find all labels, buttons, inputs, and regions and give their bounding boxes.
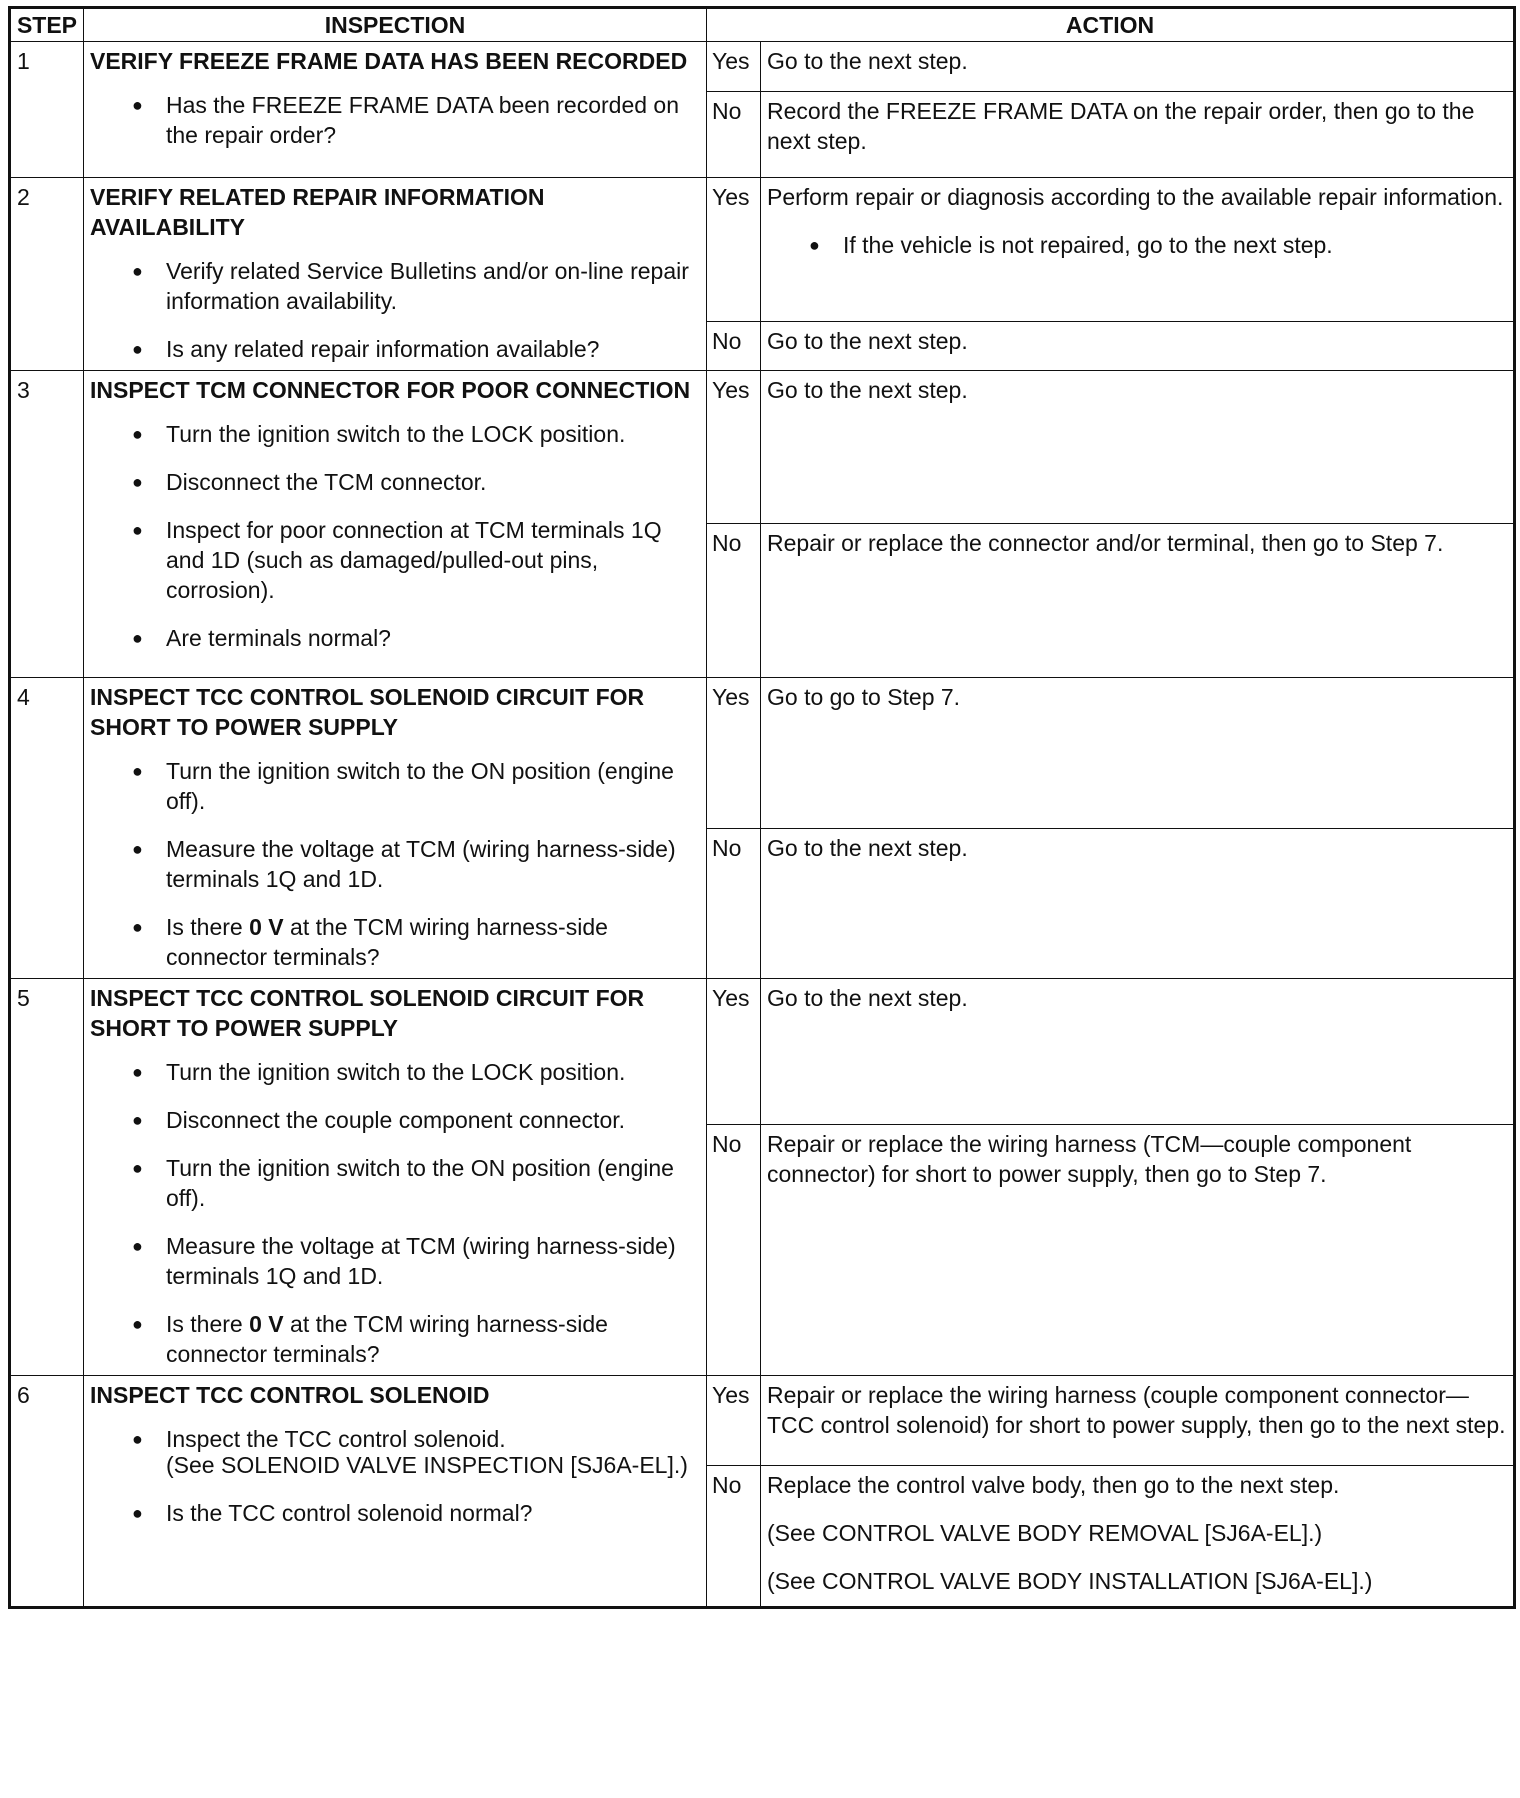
step-title: INSPECT TCC CONTROL SOLENOID CIRCUIT FOR SHORT TO POWER SUPPLY [90, 684, 645, 740]
no-action-reference: (See CONTROL VALVE BODY INSTALLATION [SJ6A-EL].) [767, 1568, 1373, 1594]
inspection-bullet: ● Inspect the TCC control solenoid. [90, 1424, 700, 1454]
no-action-cell [761, 1466, 1515, 1608]
inspection-bullet: ● Are terminals normal? [90, 623, 700, 653]
header-row [10, 8, 1515, 42]
yes-action: Repair or replace the wiring harness (couple component connector—TCC control solenoid) for short to power supply, then go to the next step. [761, 1376, 1515, 1466]
yes-action: Go to the next step. [761, 979, 1515, 1125]
yes-action: Go to go to Step 7. [761, 678, 1515, 829]
no-action-reference: (See CONTROL VALVE BODY REMOVAL [SJ6A-EL].) [767, 1520, 1323, 1546]
voltage-value: 0 V [249, 914, 284, 940]
no-action: Go to the next step. [761, 322, 1515, 371]
question-prefix: Is there [166, 914, 250, 940]
table-row [10, 1376, 1515, 1466]
header-inspection: INSPECTION [84, 8, 707, 42]
step-title: INSPECT TCC CONTROL SOLENOID [90, 1382, 490, 1408]
question-prefix: Is there [166, 1311, 250, 1337]
no-label: No [707, 1125, 761, 1376]
step-number: 2 [10, 178, 84, 371]
inspection-cell [84, 979, 707, 1376]
inspection-bullet: ● Turn the ignition switch to the ON position (engine off). [90, 1153, 700, 1213]
no-action: Replace the control valve body, then go to the next step. [767, 1472, 1340, 1498]
inspection-bullet: ● Turn the ignition switch to the ON position (engine off). [90, 756, 700, 816]
inspection-cell [84, 371, 707, 678]
inspection-reference: (See SOLENOID VALVE INSPECTION [SJ6A-EL].) [166, 1452, 688, 1478]
inspection-bullet: ● Turn the ignition switch to the LOCK position. [90, 1057, 700, 1087]
header-step: STEP [10, 8, 84, 42]
yes-label: Yes [707, 371, 761, 524]
step-number: 5 [10, 979, 84, 1376]
step-title: VERIFY FREEZE FRAME DATA HAS BEEN RECORDED [90, 48, 688, 74]
no-label: No [707, 322, 761, 371]
header-action: ACTION [707, 8, 1515, 42]
inspection-question [90, 912, 700, 972]
inspection-bullet: ● Disconnect the couple component connector. [90, 1105, 700, 1135]
diagnostic-table [8, 6, 1516, 1609]
no-action: Go to the next step. [761, 828, 1515, 979]
no-label: No [707, 92, 761, 178]
yes-label: Yes [707, 979, 761, 1125]
yes-label: Yes [707, 42, 761, 92]
inspection-bullet: ● Is the TCC control solenoid normal? [90, 1498, 700, 1528]
inspection-bullet: ● Has the FREEZE FRAME DATA been recorded on the repair order? [90, 90, 700, 150]
yes-action: Perform repair or diagnosis according to the available repair information. [767, 184, 1504, 210]
step-title: VERIFY RELATED REPAIR INFORMATION AVAILABILITY [90, 184, 545, 240]
inspection-question [90, 1309, 700, 1369]
step-number: 4 [10, 678, 84, 979]
no-label: No [707, 828, 761, 979]
inspection-bullet: ● Verify related Service Bulletins and/or on-line repair information availability. [90, 256, 700, 316]
yes-label: Yes [707, 678, 761, 829]
yes-action: Go to the next step. [761, 371, 1515, 524]
step-number: 1 [10, 42, 84, 178]
step-number: 3 [10, 371, 84, 678]
inspection-cell [84, 178, 707, 371]
no-label: No [707, 524, 761, 678]
diagnostic-procedure-sheet [8, 6, 1516, 1609]
step-title: INSPECT TCM CONNECTOR FOR POOR CONNECTION [90, 377, 691, 403]
inspection-bullet: ● Inspect for poor connection at TCM terminals 1Q and 1D (such as damaged/pulled-out pins, corrosion). [90, 515, 700, 605]
yes-label: Yes [707, 1376, 761, 1466]
table-row [10, 178, 1515, 322]
inspection-cell [84, 42, 707, 178]
no-label: No [707, 1466, 761, 1608]
inspection-bullet: ● Is any related repair information available? [90, 334, 700, 364]
inspection-bullet: ● Disconnect the TCM connector. [90, 467, 700, 497]
table-row [10, 42, 1515, 92]
yes-action-bullet: ● If the vehicle is not repaired, go to the next step. [767, 230, 1507, 260]
step-title: INSPECT TCC CONTROL SOLENOID CIRCUIT FOR SHORT TO POWER SUPPLY [90, 985, 645, 1041]
no-action: Repair or replace the connector and/or terminal, then go to Step 7. [761, 524, 1515, 678]
inspection-bullet: ● Measure the voltage at TCM (wiring harness-side) terminals 1Q and 1D. [90, 1231, 700, 1291]
no-action: Record the FREEZE FRAME DATA on the repair order, then go to the next step. [761, 92, 1515, 178]
yes-action: Go to the next step. [761, 42, 1515, 92]
step-number: 6 [10, 1376, 84, 1608]
voltage-value: 0 V [249, 1311, 284, 1337]
question-suffix: at the TCM wiring harness-side connector terminals? [166, 1311, 608, 1367]
table-row [10, 678, 1515, 829]
inspection-cell [84, 1376, 707, 1608]
table-row [10, 979, 1515, 1125]
inspection-bullet: ● Measure the voltage at TCM (wiring harness-side) terminals 1Q and 1D. [90, 834, 700, 894]
inspection-bullet: ● Turn the ignition switch to the LOCK position. [90, 419, 700, 449]
yes-label: Yes [707, 178, 761, 322]
no-action: Repair or replace the wiring harness (TCM—couple component connector) for short to power supply, then go to Step 7. [761, 1125, 1515, 1376]
question-suffix: at the TCM wiring harness-side connector terminals? [166, 914, 608, 970]
yes-action-cell [761, 178, 1515, 322]
inspection-cell [84, 678, 707, 979]
table-row [10, 371, 1515, 524]
